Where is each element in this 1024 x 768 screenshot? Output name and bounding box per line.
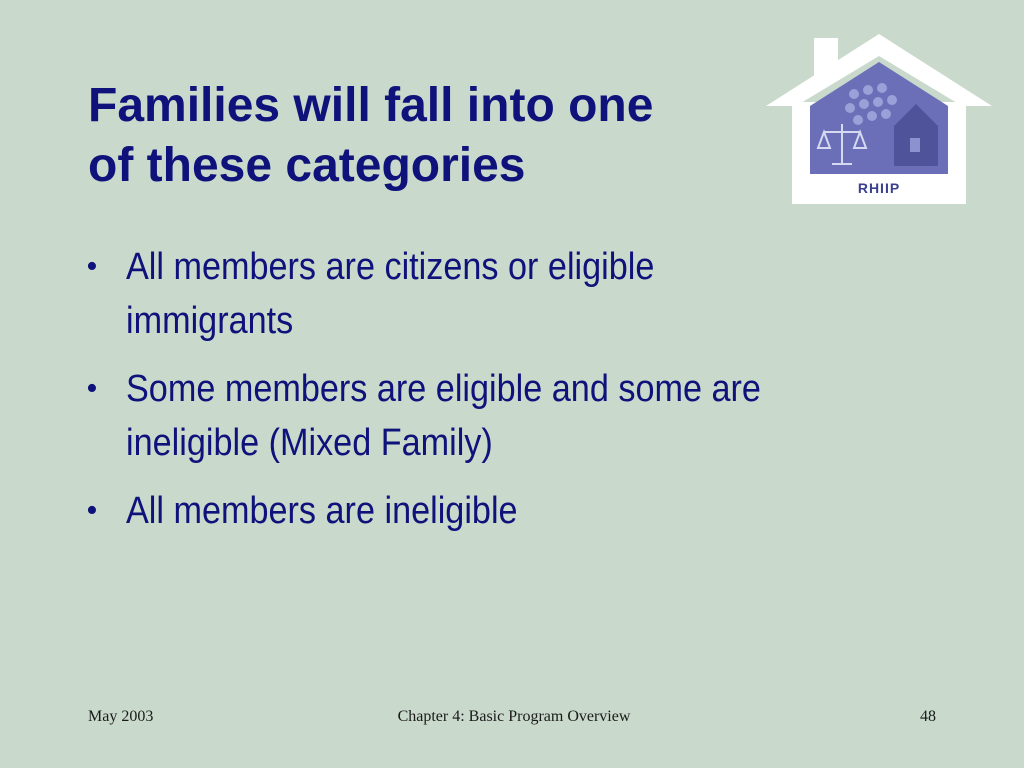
slide-title-line-2: of these categories	[88, 139, 526, 192]
slide-title	[88, 76, 748, 196]
bullet-item	[86, 240, 906, 348]
bullet-item	[86, 362, 906, 470]
bullet-glyph: •	[86, 248, 98, 285]
rhiip-logo	[766, 34, 992, 206]
bullet-text: All members are ineligible	[126, 490, 518, 532]
bullet-glyph: •	[86, 492, 98, 529]
bullet-text: Some members are eligible and some are ineligible (Mixed Family)	[126, 368, 761, 464]
footer-page-number: 48	[920, 708, 936, 725]
bullet-glyph: •	[86, 370, 98, 407]
slide-title-line-1: Families will fall into one	[88, 79, 654, 132]
bullet-list	[86, 240, 906, 552]
footer-chapter: Chapter 4: Basic Program Overview	[397, 708, 631, 725]
bullet-text: All members are citizens or eligible immigrants	[126, 246, 655, 342]
logo-text: RHIIP	[857, 180, 901, 196]
bullet-item	[86, 484, 906, 538]
footer-date: May 2003	[88, 708, 154, 725]
